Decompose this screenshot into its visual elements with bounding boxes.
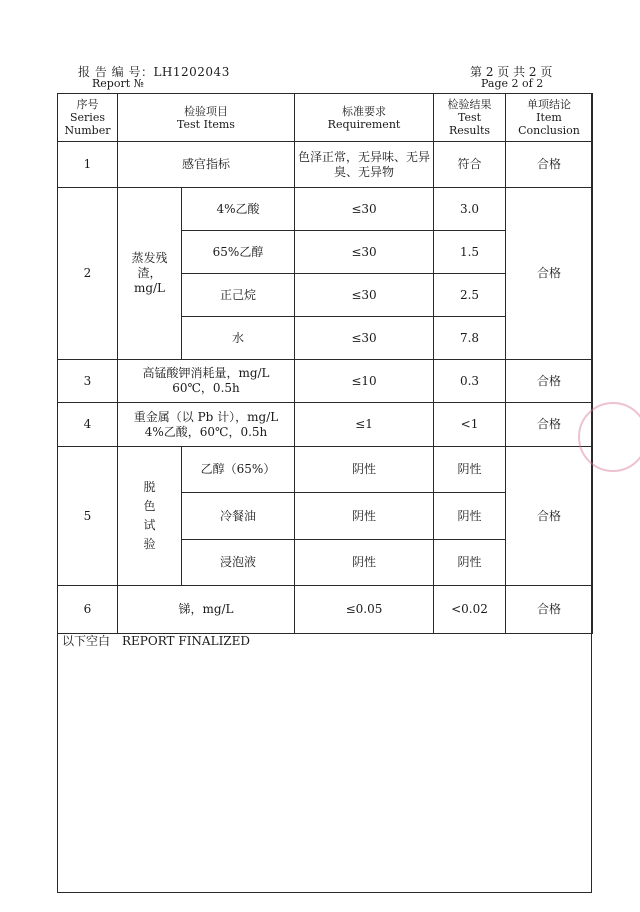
test-result: <0.02 xyxy=(434,586,506,634)
requirement: ≤30 xyxy=(295,274,434,317)
sub-item: 乙醇（65%） xyxy=(182,447,295,493)
conclusion: 合格 xyxy=(506,586,593,634)
test-item: 蒸发残渣， mg/L xyxy=(118,188,182,360)
row-number: 5 xyxy=(58,447,118,586)
conclusion: 合格 xyxy=(506,188,593,360)
test-result: 2.5 xyxy=(434,274,506,317)
test-result: 阴性 xyxy=(434,540,506,586)
requirement: ≤0.05 xyxy=(295,586,434,634)
conclusion: 合格 xyxy=(506,447,593,586)
test-result: <1 xyxy=(434,403,506,447)
test-item: 感官指标 xyxy=(118,142,295,188)
sub-item: 正己烷 xyxy=(182,274,295,317)
requirement: ≤30 xyxy=(295,317,434,360)
test-item: 高锰酸钾消耗量，mg/L 60℃，0.5h xyxy=(118,360,295,403)
row-number: 2 xyxy=(58,188,118,360)
conclusion: 合格 xyxy=(506,142,593,188)
table-row xyxy=(58,142,593,188)
test-result: 阴性 xyxy=(434,493,506,540)
sub-item: 65%乙醇 xyxy=(182,231,295,274)
requirement: 色泽正常，无异味、无异臭、无异物 xyxy=(295,142,434,188)
column-header-item-conclusion: 单项结论 Item Conclusion xyxy=(506,94,593,142)
page-indicator-en: Page 2 of 2 xyxy=(481,77,544,90)
requirement: 阴性 xyxy=(295,493,434,540)
test-result: 0.3 xyxy=(434,360,506,403)
requirement: ≤30 xyxy=(295,231,434,274)
sub-item: 水 xyxy=(182,317,295,360)
requirement: 阴性 xyxy=(295,447,434,493)
sub-item: 冷餐油 xyxy=(182,493,295,540)
conclusion: 合格 xyxy=(506,360,593,403)
test-result: 符合 xyxy=(434,142,506,188)
test-results-table xyxy=(57,93,593,634)
column-header-test-items: 检验项目 Test Items xyxy=(118,94,295,142)
requirement: ≤30 xyxy=(295,188,434,231)
page-indicator: 第 2 页 共 2 页 xyxy=(470,65,553,79)
test-result: 1.5 xyxy=(434,231,506,274)
column-header-requirement: 标准要求 Requirement xyxy=(295,94,434,142)
table-header-row xyxy=(58,94,593,142)
test-result: 阴性 xyxy=(434,447,506,493)
row-number: 3 xyxy=(58,360,118,403)
row-number: 1 xyxy=(58,142,118,188)
report-number: 报 告 编 号：LH1202043 xyxy=(78,65,230,79)
test-result: 3.0 xyxy=(434,188,506,231)
row-number: 6 xyxy=(58,586,118,634)
sub-item: 4%乙酸 xyxy=(182,188,295,231)
test-item: 重金属（以 Pb 计），mg/L 4%乙酸，60℃，0.5h xyxy=(118,403,295,447)
table-row xyxy=(58,403,593,447)
sub-item: 浸泡液 xyxy=(182,540,295,586)
requirement: ≤1 xyxy=(295,403,434,447)
table-row xyxy=(58,586,593,634)
table-row xyxy=(58,188,593,231)
column-header-series: 序号 Series Number xyxy=(58,94,118,142)
requirement: 阴性 xyxy=(295,540,434,586)
table-row xyxy=(58,360,593,403)
footer-note: 以下空白 REPORT FINALIZED xyxy=(62,634,251,648)
requirement: ≤10 xyxy=(295,360,434,403)
column-header-test-results: 检验结果 Test Results xyxy=(434,94,506,142)
test-item: 锑，mg/L xyxy=(118,586,295,634)
test-item: 脱 色 试 验 xyxy=(118,447,182,586)
conclusion: 合格 xyxy=(506,403,593,447)
table-row xyxy=(58,447,593,493)
report-number-en-label: Report № xyxy=(92,77,145,90)
seal-stamp xyxy=(578,402,640,472)
test-result: 7.8 xyxy=(434,317,506,360)
row-number: 4 xyxy=(58,403,118,447)
